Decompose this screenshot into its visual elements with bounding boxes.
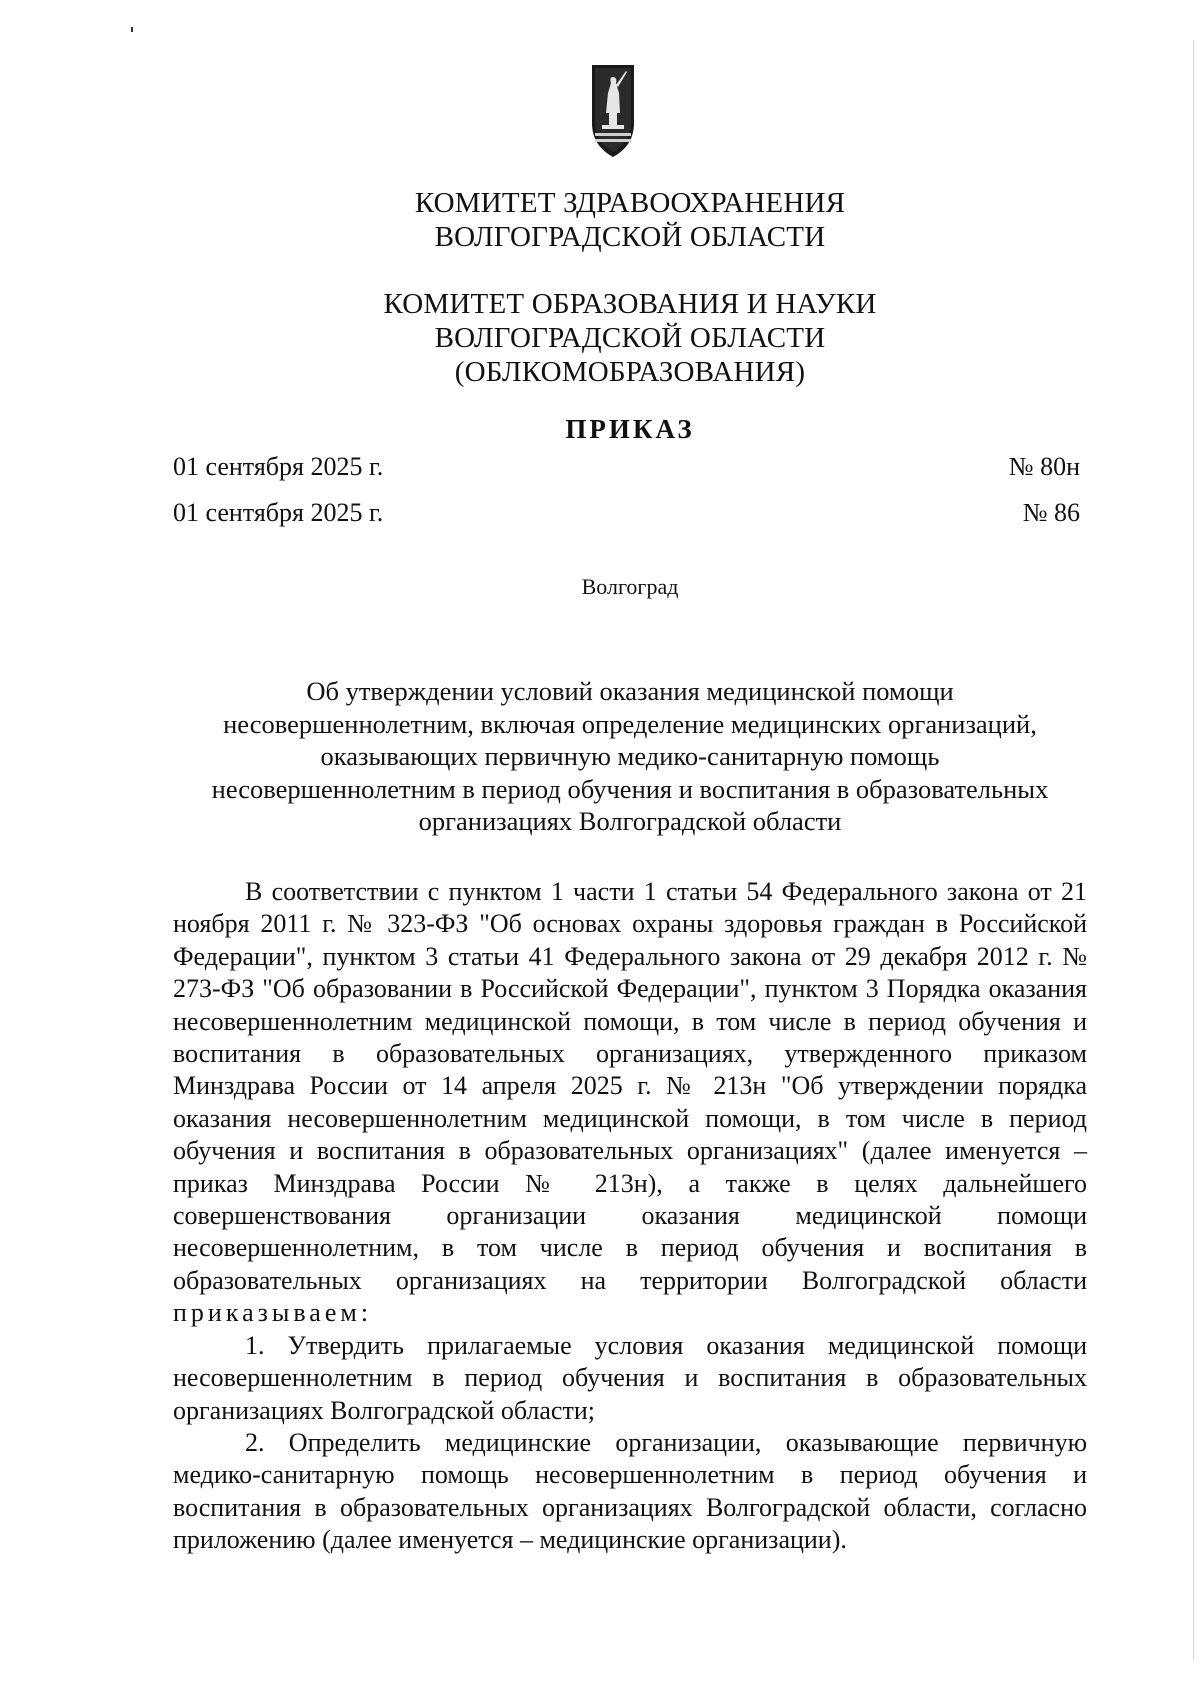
volgograd-coat-of-arms-icon xyxy=(590,63,636,159)
registration-number: № 80н xyxy=(1008,452,1080,481)
registration-date: 01 сентября 2025 г. xyxy=(173,498,384,527)
agency-health-committee xyxy=(0,186,1200,254)
title-line: Об утверждении условий оказания медицинской помощи xyxy=(306,676,954,706)
preamble-paragraph xyxy=(173,876,1087,1330)
registration-row xyxy=(173,450,1080,484)
registration-date: 01 сентября 2025 г. xyxy=(173,452,384,481)
scan-speck xyxy=(131,27,133,32)
operative-word: приказываем: xyxy=(173,1298,373,1328)
agency-education-committee xyxy=(0,287,1200,389)
agency-line: ВОЛГОГРАДСКОЙ ОБЛАСТИ xyxy=(434,221,826,253)
agency-line: КОМИТЕТ ОБРАЗОВАНИЯ И НАУКИ xyxy=(383,288,877,320)
document-body xyxy=(173,876,1087,1557)
order-item-1: 1. Утвердить прилагаемые условия оказания медицинской помощи несовершеннолетним в период обучения и воспитания в образовательных организациях Волгоградской области; xyxy=(173,1330,1087,1425)
agency-line: ВОЛГОГРАДСКОЙ ОБЛАСТИ xyxy=(434,322,826,354)
registration-row xyxy=(173,496,1080,530)
city-name: Волгоград xyxy=(581,574,679,599)
agency-line: (ОБЛКОМОБРАЗОВАНИЯ) xyxy=(454,356,806,388)
preamble-text: В соответствии с пунктом 1 части 1 статьи 54 Федерального закона от 21 ноября 2011 г. № 323-ФЗ "Об основах охраны здоровья граждан в Российской Федерации", пунктом 3 статьи 41 Федерального закона от 29 декабря 2012 г. № 273-ФЗ "Об образовании в Российской Федерации", пунктом 3 Порядка оказания несовершеннолетним медицинской помощи, в том числе в период обучения и воспитания в образовательных организациях, утвержденного приказом Минздрава России от 14 апреля 2025 г. № 213н "Об утверждении порядка оказания несовершеннолетним медицинской помощи, в том числе в период обучения и воспитания в образовательных организациях" (далее именуется – приказ Минздрава России № 213н), а также в целях дальнейшего совершенствования организации оказания медицинской помощи несовершеннолетним, в том числе в период обучения и воспитания в образовательных организациях на территории Волгоградской области xyxy=(173,877,1087,1295)
document-type-heading: ПРИКАЗ xyxy=(565,414,695,444)
scan-edge-line xyxy=(1193,40,1194,1660)
title-line: несовершеннолетним в период обучения и воспитания в образовательных xyxy=(211,773,1049,804)
title-line: оказывающих первичную медико-санитарную помощь xyxy=(320,741,940,771)
order-item-2: 2. Определить медицинские организации, оказывающие первичную медико-санитарную помощь несовершеннолетним в период обучения и воспитания в образовательных организациях Волгоградской области, согласно приложению (далее именуется – медицинские организации). xyxy=(173,1427,1087,1555)
title-line: несовершеннолетним, включая определение медицинских организаций, xyxy=(223,708,1037,739)
document-title xyxy=(160,675,1100,838)
title-line: организациях Волгоградской области xyxy=(418,806,842,836)
agency-line: КОМИТЕТ ЗДРАВООХРАНЕНИЯ xyxy=(414,187,846,219)
registration-number: № 86 xyxy=(1022,498,1080,527)
